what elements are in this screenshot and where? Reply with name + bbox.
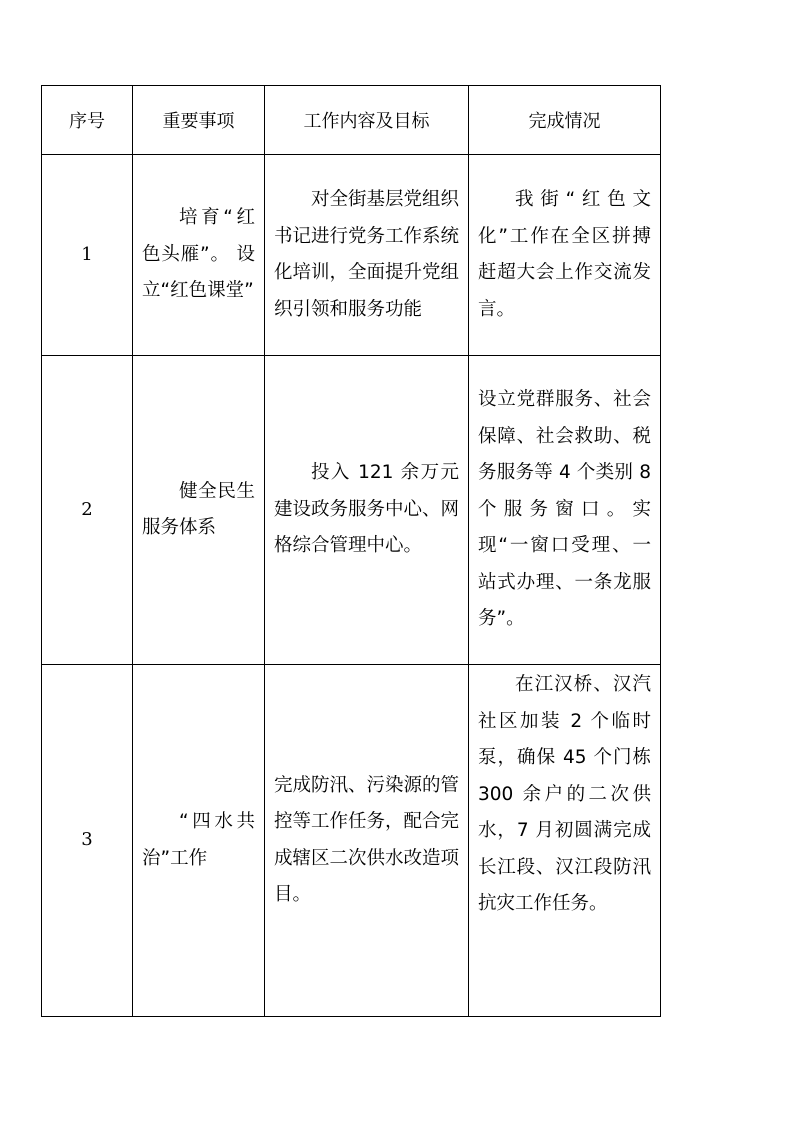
row-item: 健全民生服务体系 — [142, 480, 255, 538]
header-item: 重要事项 — [133, 86, 265, 155]
table-row — [42, 356, 661, 665]
row-item-cell — [133, 356, 265, 665]
row-content-cell — [265, 155, 469, 356]
row-result-cell — [469, 665, 661, 1017]
row-item: “四水共治”工作 — [142, 811, 255, 869]
header-result: 完成情况 — [469, 86, 661, 155]
header-no: 序号 — [42, 86, 133, 155]
row-result: 在江汉桥、汉汽社区加装 2 个临时泵，确保 45 个门栋 300 余户的二次供水，7 月初圆满完成长江段、汉江段防汛抗灾工作任务。 — [478, 674, 651, 914]
work-summary-table — [41, 85, 661, 1017]
table-row — [42, 665, 661, 1017]
row-content-cell — [265, 356, 469, 665]
table-header-row — [42, 86, 661, 155]
row-number: 3 — [42, 665, 133, 1017]
row-number: 1 — [42, 155, 133, 356]
table-row — [42, 155, 661, 356]
row-number: 2 — [42, 356, 133, 665]
header-content: 工作内容及目标 — [265, 86, 469, 155]
row-result-cell — [469, 356, 661, 665]
row-result-cell — [469, 155, 661, 356]
row-item: 培育“红色头雁”。 设立“红色课堂” — [142, 207, 255, 302]
row-item-cell — [133, 665, 265, 1017]
row-content-cell — [265, 665, 469, 1017]
row-item-cell — [133, 155, 265, 356]
row-content: 投入 121 余万元建设政务服务中心、网格综合管理中心。 — [274, 462, 460, 557]
row-result: 设立党群服务、社会保障、社会救助、税务服务等 4 个类别 8 个服务窗口。实现“一窗口受理、一站式办理、一条龙服务”。 — [478, 389, 651, 630]
row-content: 完成防汛、污染源的管控等工作任务，配合完成辖区二次供水改造项目。 — [274, 774, 460, 905]
row-result: 我街“红色文化”工作在全区拼搏赶超大会上作交流发言。 — [478, 189, 651, 320]
row-content: 对全街基层党组织书记进行党务工作系统化培训，全面提升党组织引领和服务功能 — [274, 189, 460, 320]
